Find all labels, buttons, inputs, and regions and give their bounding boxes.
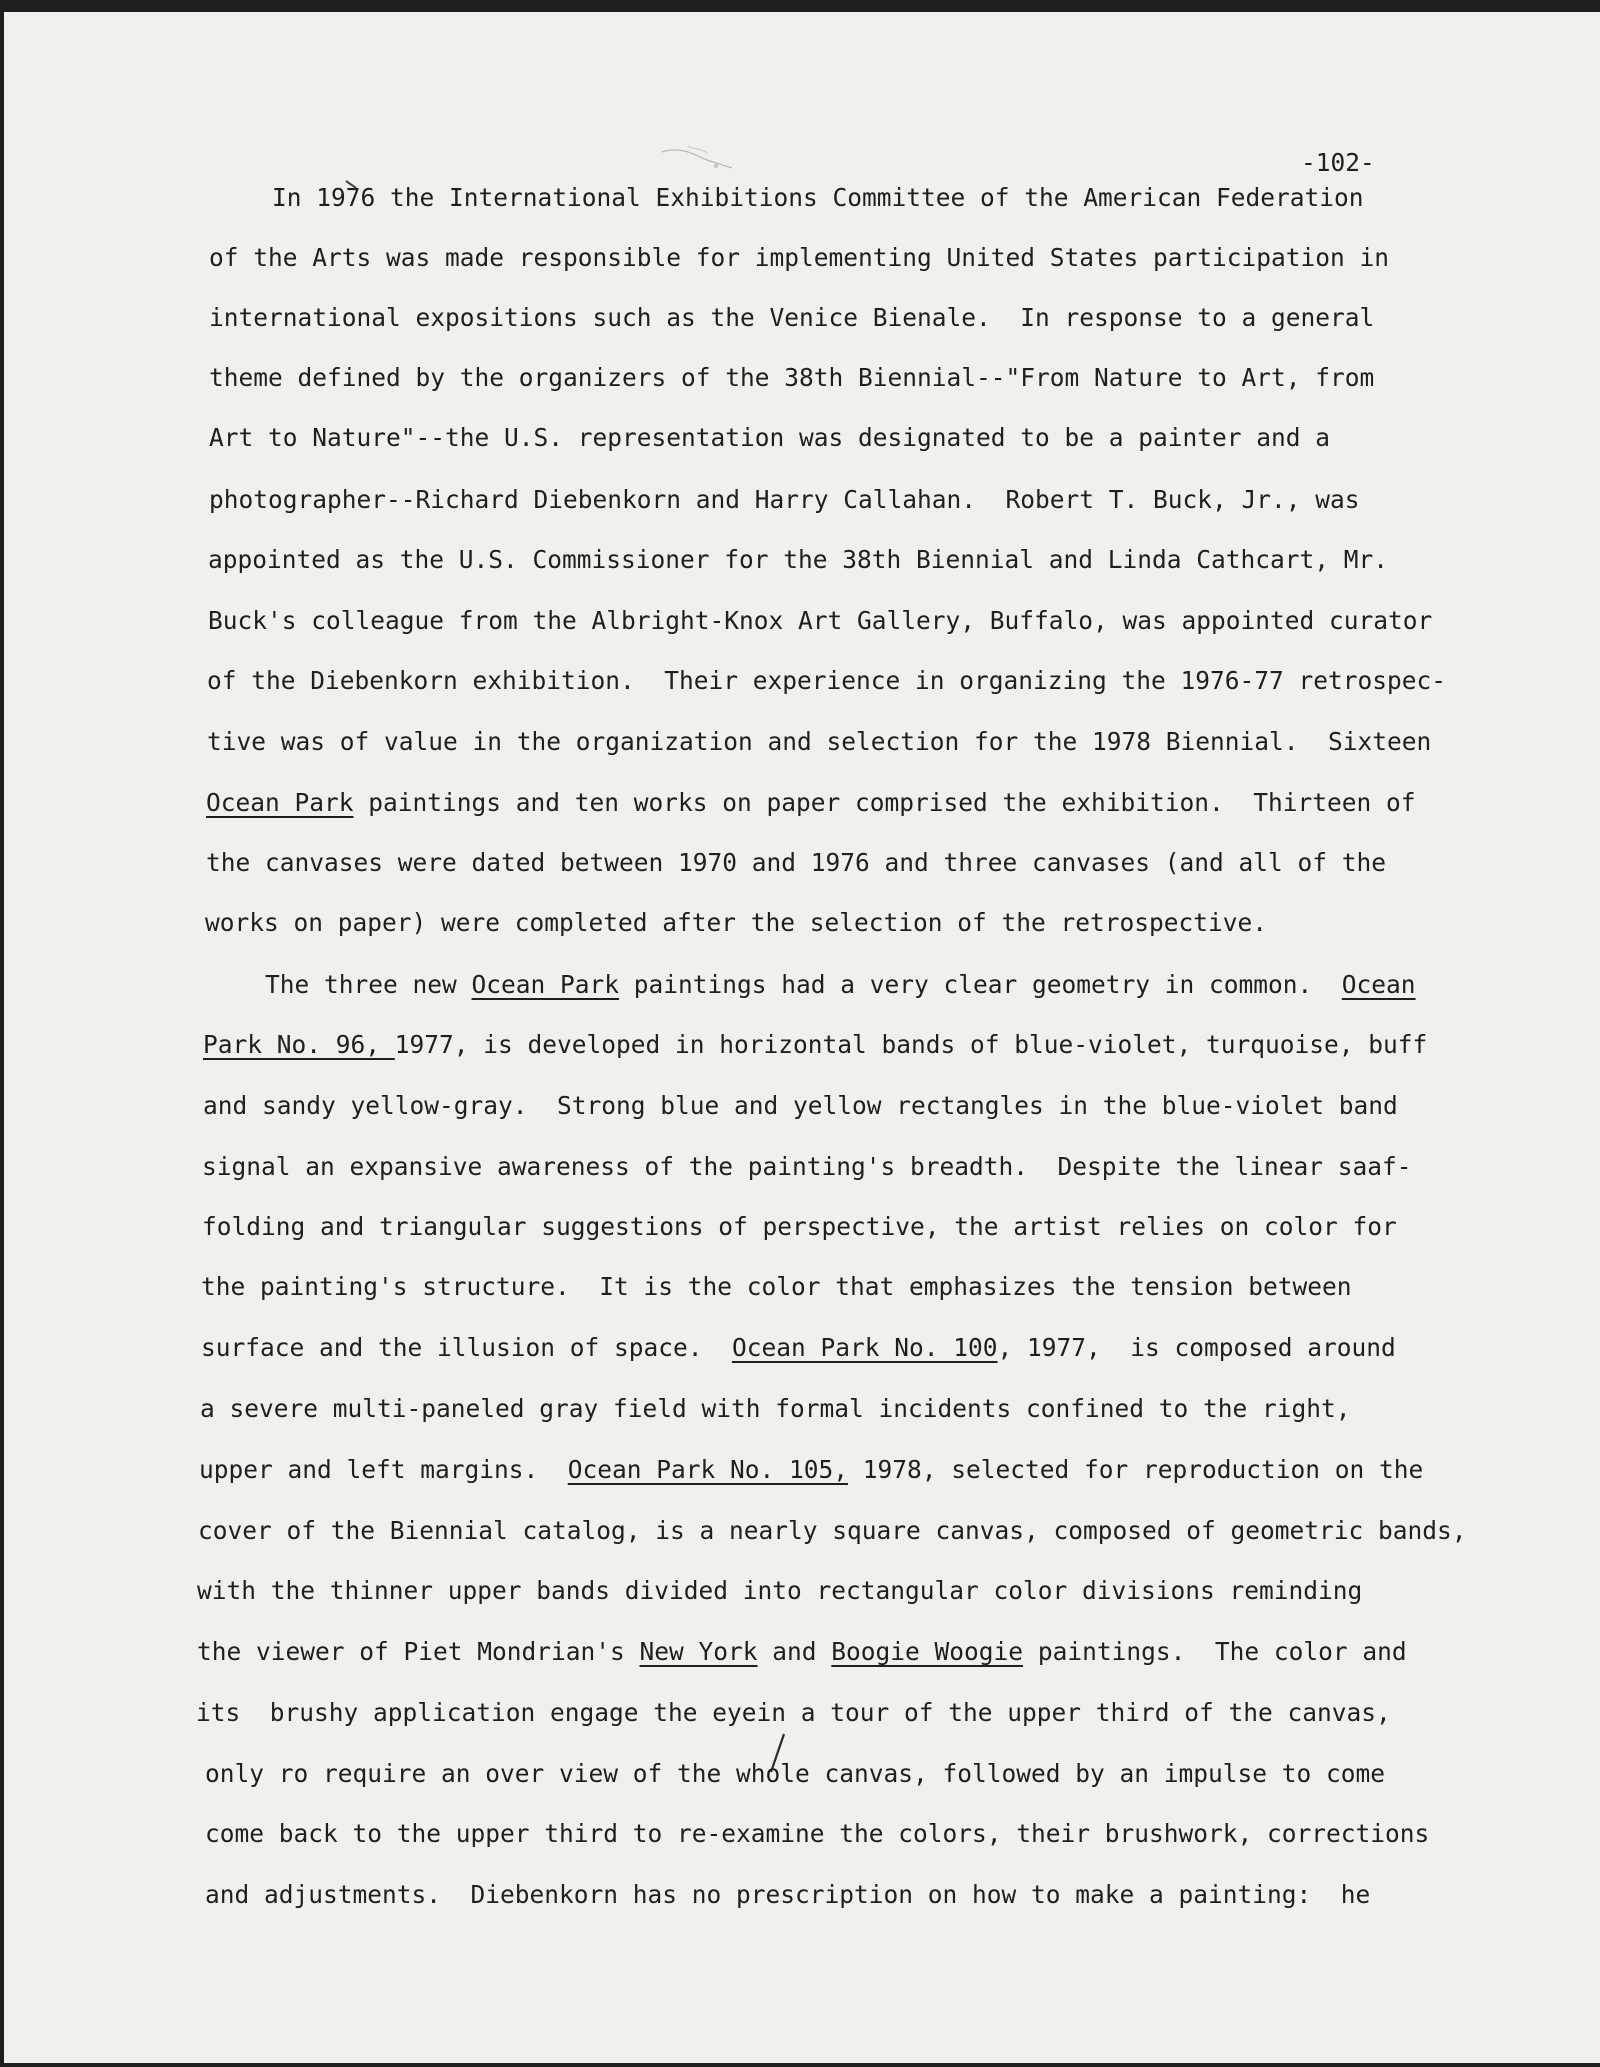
text-line bbox=[203, 1030, 1427, 1060]
text-run: folding and triangular suggestions of perspective, the artist relies on color for bbox=[202, 1212, 1397, 1241]
text-run: Buck's colleague from the Albright-Knox Art Gallery, Buffalo, was appointed curator bbox=[208, 606, 1433, 635]
text-run: photographer--Richard Diebenkorn and Harry Callahan. Robert T. Buck, Jr., was bbox=[209, 485, 1360, 514]
text-run: a severe multi-paneled gray field with formal incidents confined to the right, bbox=[200, 1394, 1351, 1423]
text-line bbox=[209, 243, 1389, 273]
text-run: tive was of value in the organization and selection for the 1978 Biennial. Sixteen bbox=[207, 727, 1432, 756]
text-run: , 1977, is composed around bbox=[997, 1333, 1396, 1362]
text-line bbox=[206, 848, 1386, 878]
document-page bbox=[4, 12, 1600, 2063]
underlined-title: Boogie Woogie bbox=[831, 1637, 1024, 1666]
text-line bbox=[197, 1637, 1407, 1667]
text-run: paintings had a very clear geometry in common. bbox=[619, 970, 1342, 999]
underlined-title: New York bbox=[639, 1637, 758, 1666]
text-line bbox=[198, 1516, 1467, 1546]
handwritten-strike bbox=[766, 1732, 790, 1774]
text-run: the painting's structure. It is the color that emphasizes the tension between bbox=[201, 1272, 1352, 1301]
text-line bbox=[202, 1212, 1397, 1242]
underlined-title: Ocean Park No. 105, bbox=[567, 1455, 849, 1484]
text-run: the viewer of Piet Mondrian's bbox=[197, 1637, 640, 1666]
text-run: of the Arts was made responsible for implementing United States participation in bbox=[209, 243, 1390, 272]
text-run: upper and left margins. bbox=[199, 1455, 568, 1484]
text-run: Art to Nature"--the U.S. representation was designated to be a painter and a bbox=[209, 423, 1331, 452]
text-line bbox=[205, 1759, 1385, 1789]
text-run: signal an expansive awareness of the painting's breadth. Despite the linear saaf- bbox=[202, 1152, 1412, 1181]
text-line bbox=[265, 970, 1416, 1000]
text-run: In 1976 the International Exhibitions Committee of the American Federation bbox=[272, 183, 1364, 212]
text-line bbox=[200, 1394, 1351, 1424]
text-line bbox=[209, 485, 1360, 515]
text-run: 1977, is developed in horizontal bands of blue-violet, turquoise, buff bbox=[394, 1030, 1428, 1059]
text-run: of the Diebenkorn exhibition. Their experience in organizing the 1976-77 retrospec- bbox=[207, 666, 1447, 695]
text-run: cover of the Biennial catalog, is a nearly square canvas, composed of geometric bands, bbox=[198, 1516, 1467, 1545]
text-line bbox=[209, 423, 1330, 453]
text-line bbox=[272, 183, 1364, 213]
text-line bbox=[208, 606, 1432, 636]
text-line bbox=[207, 727, 1431, 757]
text-run: and bbox=[757, 1637, 832, 1666]
text-line bbox=[197, 1576, 1362, 1606]
text-run: paintings. The color and bbox=[1023, 1637, 1407, 1666]
underlined-title: Ocean bbox=[1341, 970, 1416, 999]
text-run: international expositions such as the Venice Bienale. In response to a general bbox=[209, 303, 1375, 332]
text-run: its brushy application engage the eyein a tour of the upper third of the canvas, bbox=[196, 1698, 1391, 1727]
text-run: the canvases were dated between 1970 and 1976 and three canvases (and all of the bbox=[206, 848, 1387, 877]
underlined-title: Park No. 96, bbox=[203, 1030, 395, 1059]
text-run: works on paper) were completed after the selection of the retrospective. bbox=[205, 908, 1268, 937]
text-line bbox=[209, 303, 1374, 333]
text-line bbox=[199, 1455, 1423, 1485]
text-line bbox=[196, 1698, 1391, 1728]
text-run: 1978, selected for reproduction on the bbox=[848, 1455, 1424, 1484]
text-line bbox=[205, 908, 1267, 938]
underlined-title: Ocean Park bbox=[471, 970, 620, 999]
text-line bbox=[202, 1152, 1412, 1182]
text-run: theme defined by the organizers of the 38th Biennial--"From Nature to Art, from bbox=[209, 363, 1375, 392]
text-line bbox=[205, 1819, 1429, 1849]
text-run: The three new bbox=[265, 970, 472, 999]
text-line bbox=[201, 1272, 1352, 1302]
text-run: surface and the illusion of space. bbox=[201, 1333, 733, 1362]
text-run: with the thinner upper bands divided into rectangular color divisions reminding bbox=[197, 1576, 1363, 1605]
text-line bbox=[207, 666, 1446, 696]
text-run: come back to the upper third to re-examine the colors, their brushwork, corrections bbox=[205, 1819, 1430, 1848]
text-line bbox=[208, 545, 1388, 575]
underlined-title: Ocean Park No. 100 bbox=[732, 1333, 998, 1362]
text-line bbox=[209, 363, 1374, 393]
text-line bbox=[205, 1880, 1370, 1910]
text-run: paintings and ten works on paper comprised the exhibition. Thirteen of bbox=[353, 788, 1416, 817]
text-run: only ro require an over view of the whole canvas, followed by an impulse to come bbox=[205, 1759, 1386, 1788]
page-number: -102- bbox=[1301, 148, 1375, 177]
text-run: appointed as the U.S. Commissioner for the 38th Biennial and Linda Cathcart, Mr. bbox=[208, 545, 1389, 574]
ink-smudge bbox=[658, 138, 738, 178]
text-line bbox=[201, 1333, 1396, 1363]
underlined-title: Ocean Park bbox=[206, 788, 354, 817]
text-line bbox=[203, 1091, 1398, 1121]
text-line bbox=[206, 788, 1416, 818]
text-run: and adjustments. Diebenkorn has no prescription on how to make a painting: he bbox=[205, 1880, 1371, 1909]
text-run: and sandy yellow-gray. Strong blue and yellow rectangles in the blue-violet band bbox=[203, 1091, 1398, 1120]
